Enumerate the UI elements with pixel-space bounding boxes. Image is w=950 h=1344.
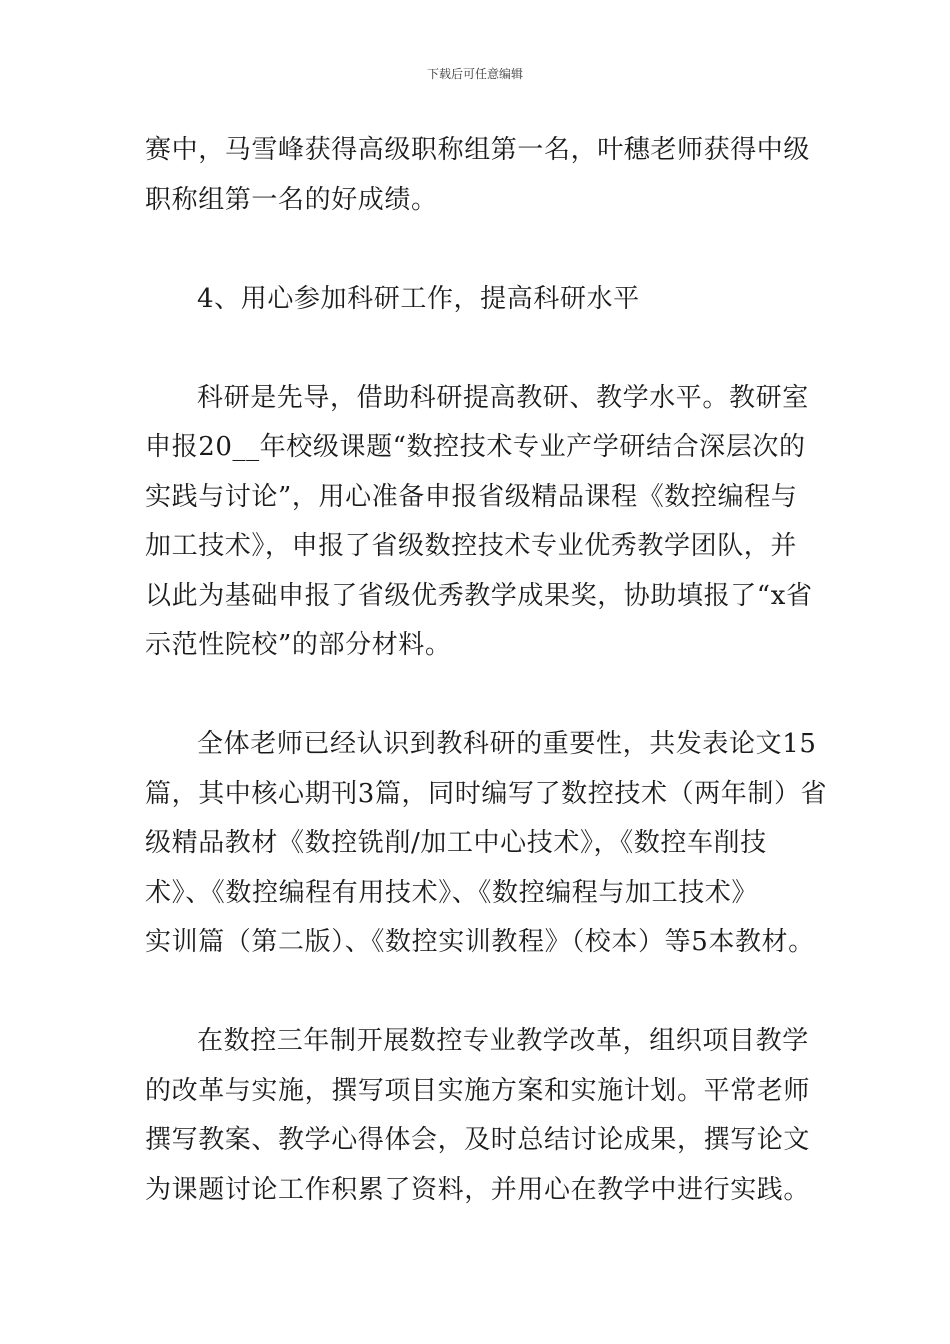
paragraph-line: 全体老师已经认识到教科研的重要性，共发表论文15 bbox=[197, 729, 817, 759]
paragraph-line: 以此为基础申报了省级优秀教学成果奖，协助填报了“x省 bbox=[145, 580, 813, 611]
paragraph-teaching-reform bbox=[145, 1017, 825, 1215]
paragraph-line: 实践与讨论”，用心准备申报省级精品课程《数控编程与 bbox=[145, 481, 798, 512]
paragraph-gap bbox=[145, 225, 825, 275]
document-body bbox=[145, 126, 828, 1215]
paragraph-line: 为课题讨论工作积累了资料，并用心在教学中进行实践。 bbox=[145, 1174, 811, 1205]
section-heading bbox=[145, 275, 825, 325]
paragraph-gap bbox=[145, 968, 825, 1018]
paragraph-gap bbox=[145, 324, 825, 374]
paragraph-line: 赛中，马雪峰获得高级职称组第一名，叶穗老师获得中级 bbox=[145, 135, 811, 165]
paragraph-line: 科研是先导，借助科研提高教研、教学水平。教研室 bbox=[197, 382, 809, 413]
paragraph-line: 级精品教材《数控铣削/加工中心技术》，《数控车削技 bbox=[145, 828, 767, 858]
paragraph-line: 实训篇（第二版）、《数控实训教程》（校本）等5本教材。 bbox=[145, 927, 815, 957]
paragraph-line: 加工技术》，申报了省级数控技术专业优秀教学团队，并 bbox=[145, 531, 798, 561]
paragraph-line: 示范性院校”的部分材料。 bbox=[145, 630, 452, 660]
paragraph-publications bbox=[145, 720, 828, 968]
paragraph-line: 篇，其中核心期刊3篇，同时编写了数控技术（两年制）省 bbox=[145, 778, 828, 809]
paragraph-line: 在数控三年制开展数控专业教学改革，组织项目教学 bbox=[197, 1026, 809, 1056]
paragraph-line: 撰写教案、教学心得体会，及时总结讨论成果，撰写论文 bbox=[145, 1125, 811, 1155]
heading-line: 4、用心参加科研工作，提高科研水平 bbox=[197, 283, 640, 314]
paragraph-line: 术》、《数控编程有用技术》、《数控编程与加工技术》 bbox=[145, 877, 759, 908]
page-header: 下载后可任意编辑 bbox=[426, 67, 523, 81]
paragraph-research bbox=[145, 374, 825, 671]
paragraph-continuation bbox=[145, 126, 825, 225]
paragraph-line: 申报20__年校级课题“数控技术专业产学研结合深层次的 bbox=[145, 432, 806, 462]
paragraph-line: 职称组第一名的好成绩。 bbox=[145, 184, 438, 215]
paragraph-gap bbox=[145, 671, 825, 721]
paragraph-line: 的改革与实施，撰写项目实施方案和实施计划。平常老师 bbox=[145, 1075, 811, 1106]
